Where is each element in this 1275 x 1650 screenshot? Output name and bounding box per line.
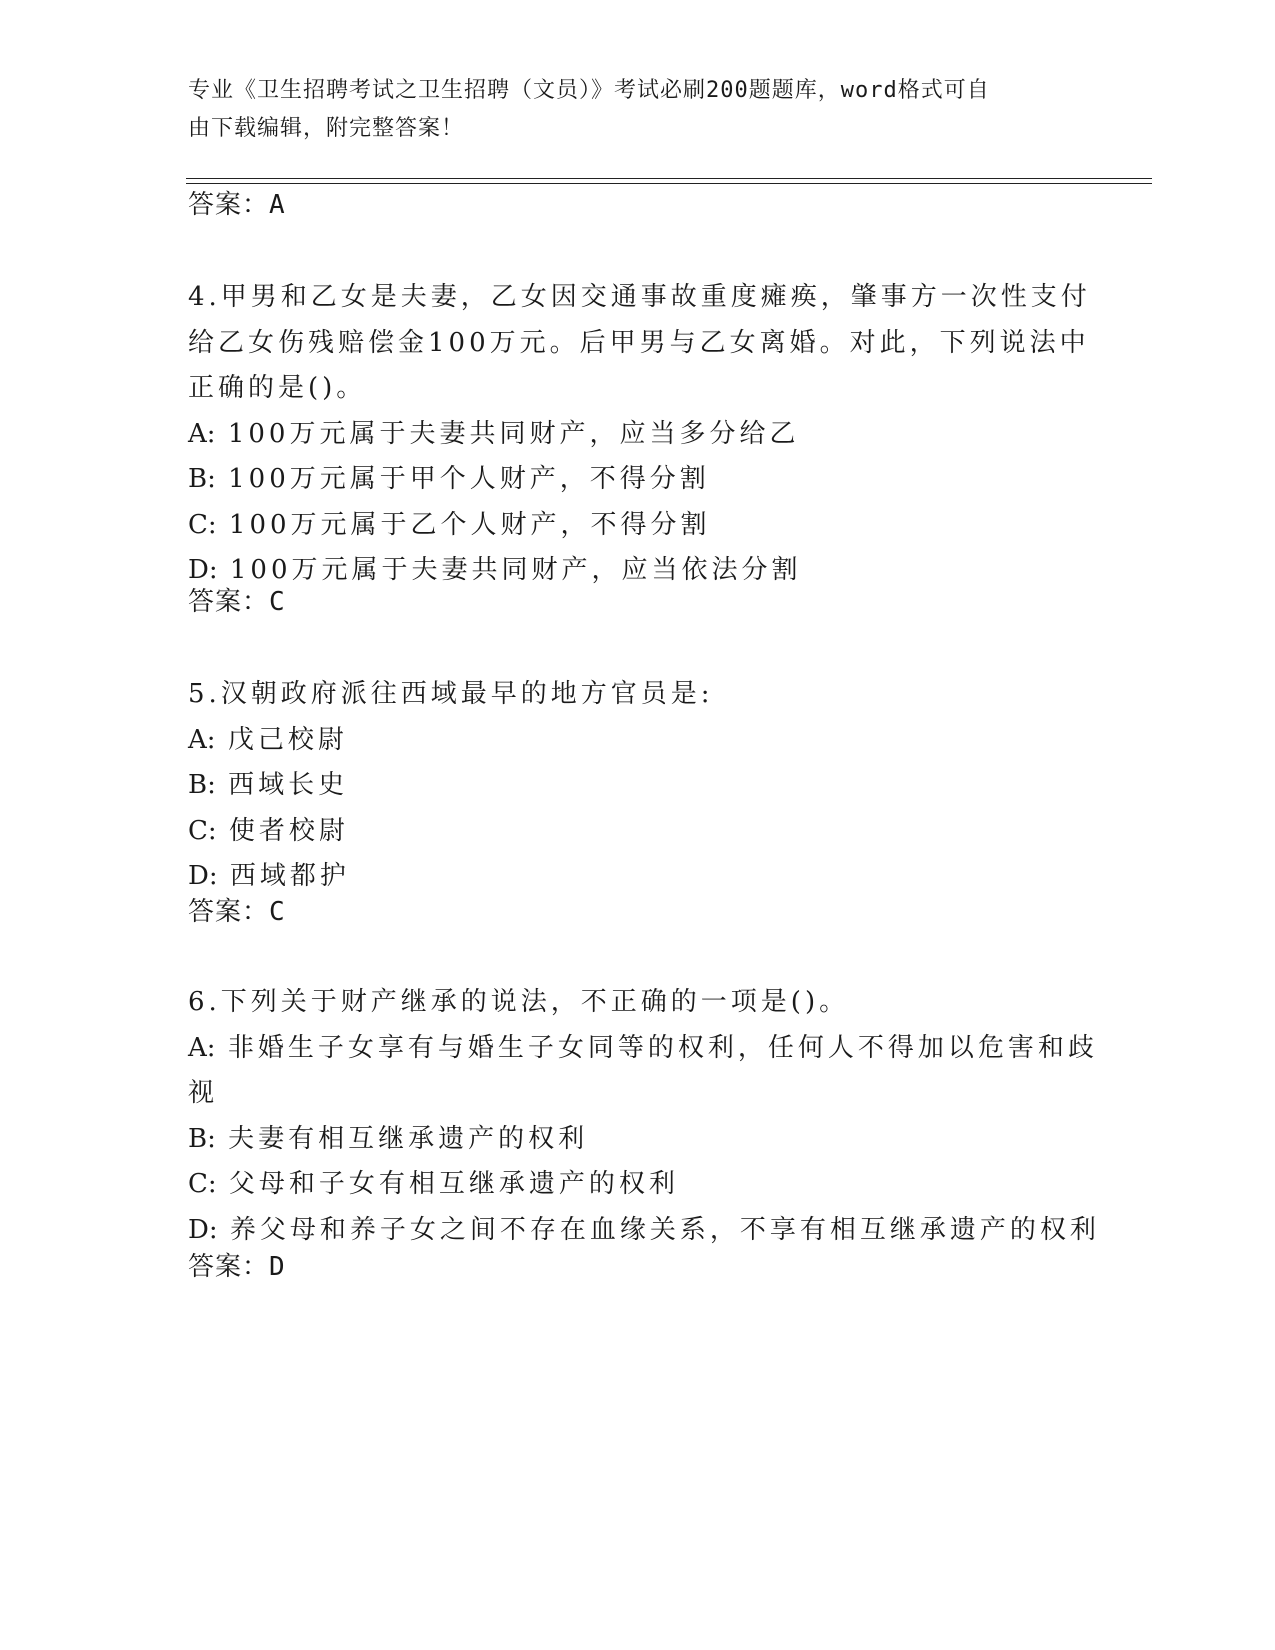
answer-4: 答案：C: [188, 587, 286, 617]
option-a: A: 100万元属于夫妻共同财产，应当多分给乙: [188, 418, 800, 449]
option-d: D: 养父母和养子女之间不存在血缘关系，不享有相互继承遗产的权利: [188, 1214, 1100, 1245]
answer-prev: 答案：A: [188, 190, 286, 220]
option-b: B: 夫妻有相互继承遗产的权利: [188, 1123, 589, 1154]
option-c: C: 100万元属于乙个人财产，不得分割: [188, 509, 711, 540]
option-b: B: 100万元属于甲个人财产，不得分割: [188, 464, 710, 494]
answer-6: 答案：D: [188, 1252, 286, 1282]
option-a: A: 戊己校尉: [188, 724, 348, 755]
option-d: D: 西域都护: [188, 861, 350, 891]
option-c: C: 使者校尉: [188, 815, 349, 846]
option-b: B: 西域长史: [188, 770, 349, 800]
document-header: [188, 72, 1068, 148]
header-rule-top: [186, 178, 1152, 179]
question-text-line: 正确的是()。: [188, 373, 367, 403]
question-text-line: 5.汉朝政府派往西域最早的地方官员是:: [188, 679, 714, 709]
header-line-2: 由下载编辑，附完整答案！: [188, 116, 465, 141]
option-d: D: 100万元属于夫妻共同财产，应当依法分割: [188, 555, 802, 585]
option-c: C: 父母和子女有相互继承遗产的权利: [188, 1169, 679, 1199]
question-text-line: 6.下列关于财产继承的说法，不正确的一项是()。: [188, 987, 850, 1017]
option-a: A: 非婚生子女享有与婚生子女同等的权利，任何人不得加以危害和歧: [188, 1032, 1098, 1063]
header-line-1: 专业《卫生招聘考试之卫生招聘（文员）》考试必刷200题题库，word格式可自: [188, 78, 990, 103]
question-text-line: 给乙女伤残赔偿金100万元。后甲男与乙女离婚。对此，下列说法中: [188, 327, 1090, 358]
question-5: [188, 672, 1088, 900]
question-text-line: 4.甲男和乙女是夫妻，乙女因交通事故重度瘫痪，肇事方一次性支付: [188, 282, 1091, 312]
answer-5: 答案：C: [188, 897, 286, 927]
header-rule-bottom: [186, 183, 1152, 184]
question-4: [188, 275, 1091, 594]
question-6: [188, 980, 1100, 1253]
option-a-continuation: 视: [188, 1078, 219, 1108]
